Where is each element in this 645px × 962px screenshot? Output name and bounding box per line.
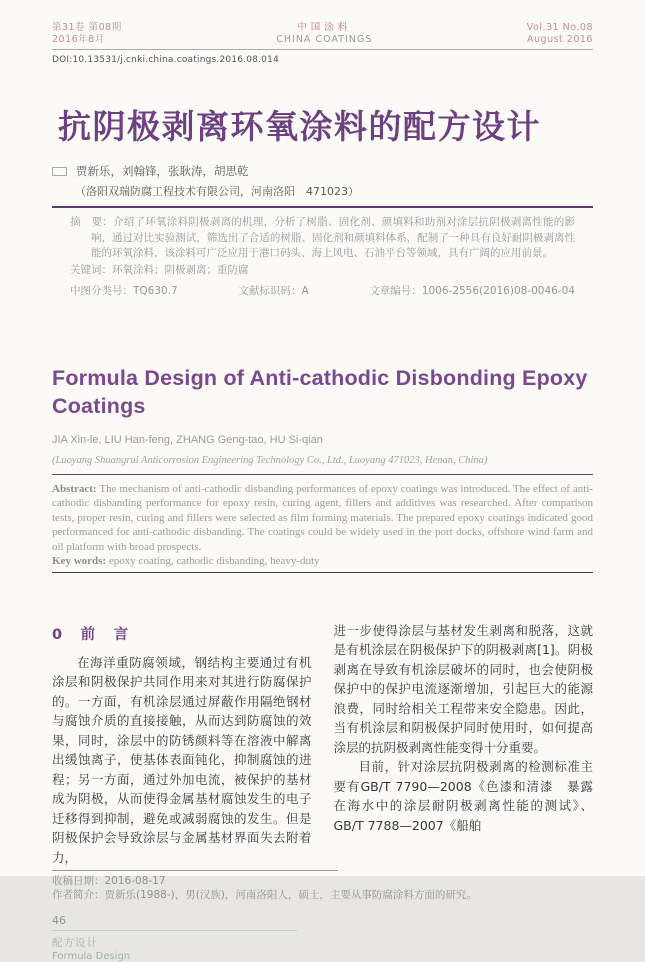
affiliation-cn: （洛阳双瑞防腐工程技术有限公司，河南洛阳 471023） bbox=[75, 185, 359, 198]
authors-en: JIA Xin-le, LIU Han-feng, ZHANG Geng-tao, HU Si-qian bbox=[52, 433, 323, 446]
chinese-meta-block bbox=[52, 215, 593, 298]
journal-name-cn: 中国涂料 bbox=[297, 22, 352, 33]
journal-name-en: CHINA COATINGS bbox=[276, 34, 373, 45]
footnote-divider bbox=[52, 870, 338, 871]
clc-label: 中图分类号： bbox=[70, 284, 133, 297]
volume-issue-cn: 第31卷 第08期 bbox=[52, 22, 122, 33]
clc-value: TQ630.7 bbox=[133, 284, 178, 297]
clc-number bbox=[70, 283, 178, 298]
footer-column-title-cn: 配方设计 bbox=[52, 937, 98, 949]
received-date-value: 2016-08-17 bbox=[104, 875, 166, 887]
footer-column-title-en: Formula Design bbox=[52, 951, 131, 962]
classification-row bbox=[70, 283, 575, 298]
body-column-right bbox=[334, 619, 594, 868]
journal-name-block bbox=[276, 22, 372, 46]
page-number: 46 bbox=[52, 914, 66, 927]
keywords-cn-text: 环氧涂料；阴极剥离；重防腐 bbox=[112, 263, 249, 276]
issue-date-en: August 2016 bbox=[527, 34, 593, 45]
keywords-cn bbox=[70, 263, 575, 278]
issue-info-right bbox=[527, 22, 593, 46]
author-marker-icon bbox=[52, 167, 67, 176]
abstract-en-label: Abstract: bbox=[52, 482, 97, 495]
english-title-divider bbox=[52, 474, 593, 475]
keywords-cn-label: 关键词： bbox=[70, 263, 112, 276]
section-0-heading: 0 前 言 bbox=[52, 626, 131, 643]
article-id-label: 文章编号： bbox=[369, 284, 422, 297]
issue-date-cn: 2016年8月 bbox=[52, 34, 105, 45]
footnote-block bbox=[52, 870, 593, 902]
abstract-en-text: The mechanism of anti-cathodic disbanding performances of epoxy coatings was introduced. The effect of anti-cathodic disbanding performance for epoxy resin, curing agent, fillers and additives was researched. After comparison tests, proper resin, curing and fillers were selected as film forming materials. The prepared epoxy coatings indicated good performanced for anti-cathodic disbanding. The coatings could be widely used in the port docks, offshore wind farm and oil platform with broad prospects. bbox=[52, 482, 593, 553]
page-footer bbox=[52, 914, 593, 962]
article-id-value: 1006-2556(2016)08-0046-04 bbox=[421, 284, 575, 297]
author-bio-value: 贾新乐(1988-)，男(汉族)，河南洛阳人，硕士，主要从事防腐涂料方面的研究。 bbox=[104, 888, 477, 901]
abstract-en bbox=[52, 482, 593, 555]
authors-row bbox=[52, 163, 593, 179]
volume-issue-en: Vol.31 No.08 bbox=[526, 22, 593, 33]
footer-divider bbox=[52, 930, 297, 931]
body-columns bbox=[52, 619, 593, 868]
abstract-body-divider bbox=[52, 572, 593, 573]
article-id bbox=[369, 283, 575, 298]
abstract-cn-text: 介绍了环氧涂料阴极剥离的机理，分析了树脂、固化剂、颜填料和助剂对涂层抗阴极剥离性能的影响，通过对比实验测试，筛选出了合适的树脂、固化剂和颜填料体系，配制了一种具有良好耐阴极剥离性能的环氧涂料，该涂料可广泛应用于港口码头、海上风电、石油平台等领域，具有广阔的应用前景。 bbox=[91, 216, 575, 259]
received-date-line bbox=[52, 875, 593, 889]
received-date-label: 收稿日期： bbox=[52, 875, 105, 887]
abstract-cn bbox=[70, 215, 575, 262]
keywords-en-text: epoxy coating, cathodic disbanding, heavy-duty bbox=[108, 555, 320, 567]
keywords-en bbox=[52, 554, 593, 569]
body-paragraph-left: 在海洋重防腐领域，钢结构主要通过有机涂层和阴极保护共同作用来对其进行防腐保护的。一方面，有机涂层通过屏蔽作用隔绝钢材与腐蚀介质的直接接触，从而达到防腐蚀的效果，同时，涂层中的防锈颜料等在溶液中解离出缓蚀离子，使基体表面钝化，抑制腐蚀的进程；另一方面，通过外加电流，被保护的基材成为阴极，从而使得金属基材腐蚀发生的电子迁移得到抑制，避免或减弱腐蚀的发生。但是阴极保护会导致涂层与金属基材界面失去附着力， bbox=[52, 654, 312, 865]
article-title-en: Formula Design of Anti-cathodic Disbonding Epoxy Coatings bbox=[52, 365, 588, 418]
masthead-row bbox=[52, 22, 593, 46]
author-bio-line bbox=[52, 889, 593, 903]
abstract-cn-label: 摘 要： bbox=[70, 216, 113, 228]
doc-code bbox=[238, 283, 308, 298]
authors-cn: 贾新乐，刘翰锋，张耿涛，胡思乾 bbox=[76, 164, 249, 178]
doc-code-value: A bbox=[301, 284, 309, 297]
article-title-cn: 抗阴极剥离环氧涂料的配方设计 bbox=[58, 107, 541, 146]
issue-info-left bbox=[52, 22, 122, 46]
body-paragraph-right-1: 进一步使得涂层与基材发生剥离和脱落，这就是有机涂层在阴极保护下的阴极剥离[1]。阴极剥离在导致有机涂层破坏的同时，也会使阴极保护中的保护电流逐渐增加，引起巨大的能源浪费，同时给相关工程带来安全隐患。因此，当有机涂层和阴极保护同时使用时，如何提高涂层的抗阴极剥离性能变得十分重要。 bbox=[333, 622, 593, 755]
author-bio-label: 作者简介： bbox=[52, 888, 105, 901]
masthead-divider bbox=[52, 49, 593, 50]
title-divider bbox=[52, 206, 593, 208]
journal-masthead bbox=[52, 22, 593, 65]
keywords-en-label: Key words: bbox=[52, 555, 107, 567]
body-paragraph-right-2: 目前，针对涂层抗阴极剥离的检测标准主要有GB/T 7790—2008《色漆和清漆 暴露在海水中的涂层耐阴极剥离性能的测试》、GB/T 7788—2007《船舶 bbox=[333, 759, 593, 833]
doc-code-label: 文献标识码： bbox=[238, 284, 302, 297]
body-column-left bbox=[52, 619, 312, 868]
affiliation-en: (Luoyang Shuangrui Anticorrosion Engineering Technology Co., Ltd., Luoyang 471023, Henan, China) bbox=[52, 454, 488, 466]
doi-text: DOI:10.13531/j.cnki.china.coatings.2016.08.014 bbox=[52, 55, 279, 65]
